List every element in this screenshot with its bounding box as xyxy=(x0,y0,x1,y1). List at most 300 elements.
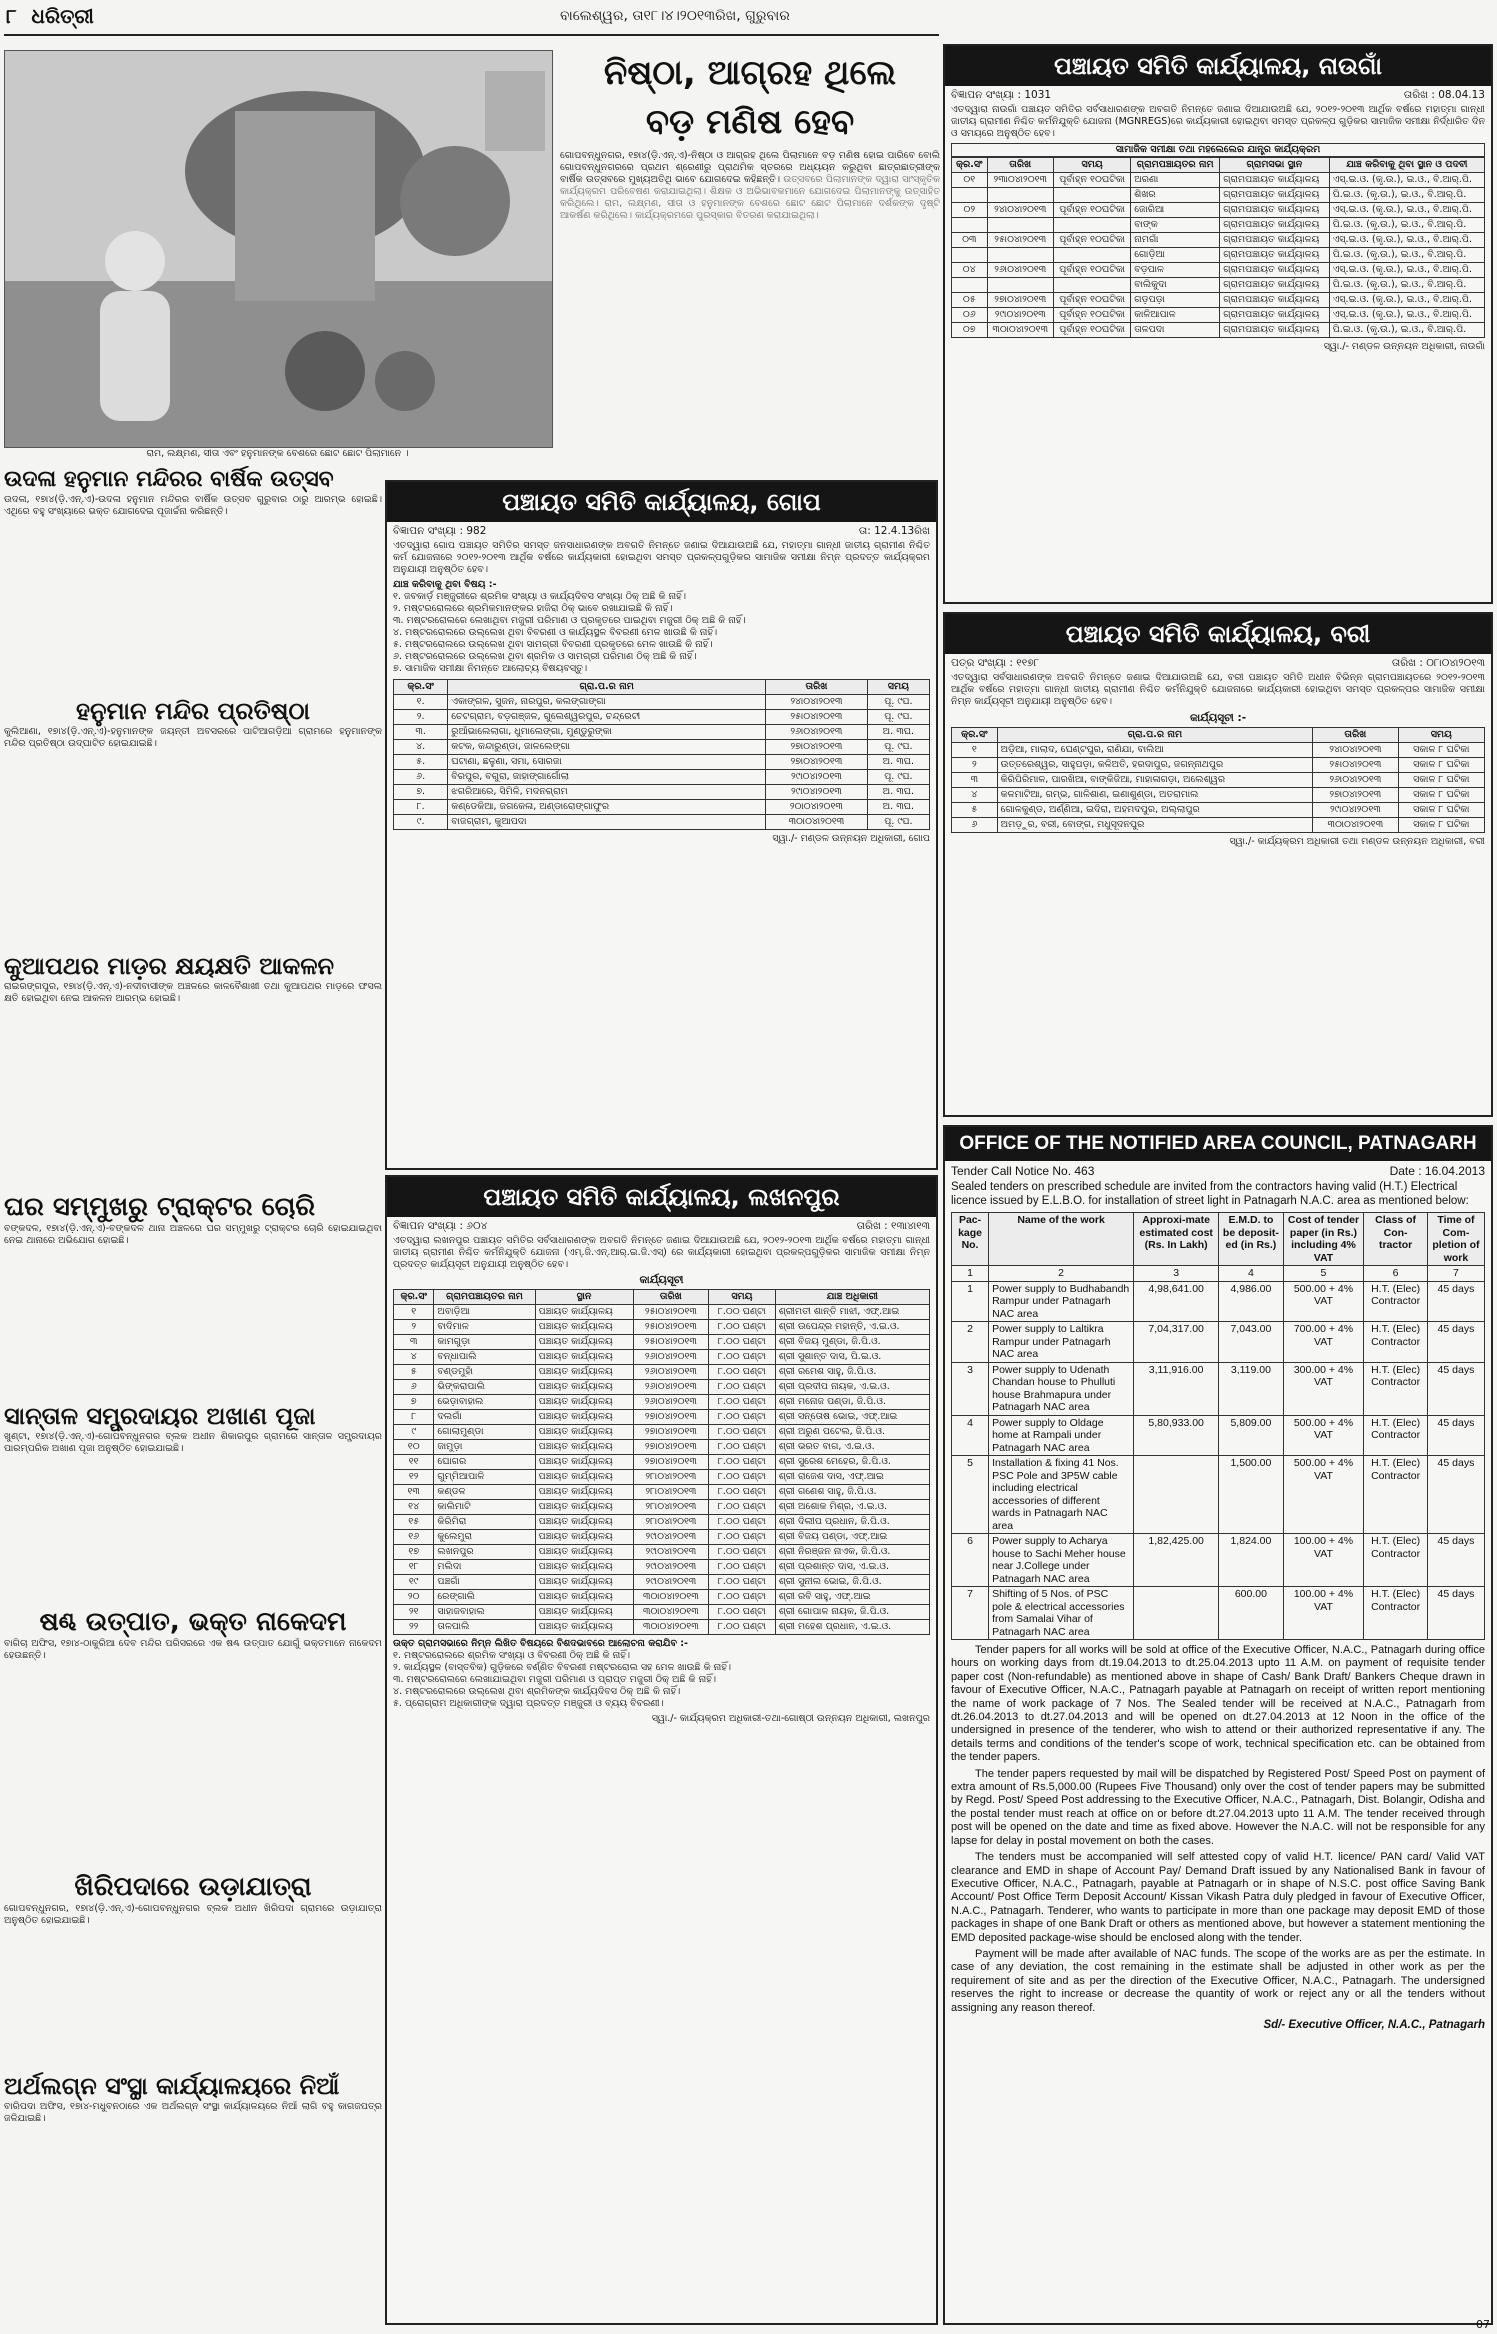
table-cell: ତାଳପଦା xyxy=(1131,323,1220,338)
statue-photo-illustration xyxy=(5,51,552,447)
table-row xyxy=(952,1534,1485,1587)
notice-title: ପଞ୍ଚାୟତ ସମିତି କାର୍ଯ୍ୟାଳୟ, ବରୀ xyxy=(945,614,1491,654)
table-cell: ୦୩ xyxy=(952,233,988,248)
lakhanpur-schedule-table xyxy=(393,1289,930,1635)
table-cell: ୬ xyxy=(394,1380,434,1395)
table-cell: ପୂ. ୯ଘ. xyxy=(867,695,929,710)
column-header: କ୍ର.ସଂ xyxy=(394,680,448,695)
story-headline: କୁଆପଥର ମାଡ଼ର କ୍ଷୟକ୍ଷତି ଆକଳନ xyxy=(4,952,335,980)
table-cell: ଶ୍ରୀ ଅରୁଣ ପଟେଲ, ଜି.ପି.ଓ. xyxy=(775,1425,929,1440)
table-cell: ୮.୦୦ ଘଣ୍ଟା xyxy=(709,1455,775,1470)
table-cell: ୮.୦୦ ଘଣ୍ଟା xyxy=(709,1350,775,1365)
story-body: ରାଇରଙ୍ଗପୁର, ୧୭ା୪(ଡ଼ି.ଏନ୍‌.ଏ)-ନଦୀବାସୀଙ୍କ ଅଞ୍ଚଳରେ କାଳବୈଶାଖୀ ତଥା କୁଆପଥର ମାଡ଼ରେ ଫସଲ କ୍ଷତି ହୋଇଥିବା ନେଇ ଆକଳନ ଆରମ୍ଭ ହୋଇଛି। xyxy=(4,981,382,1004)
tender-intro: Sealed tenders on prescribed schedule are invited from the contractors having valid (H.T.) Electrical licence issued by E.L.B.O. for installation of street light in Patnagarh N.A.C. area as mentioned below: xyxy=(951,1181,1469,1207)
table-cell: ୦୬ xyxy=(952,308,988,323)
table-cell: ଶ୍ରୀ ସୁଶାନ୍ତ ଦାସ, ପି.ଇ.ଓ. xyxy=(775,1350,929,1365)
story-headline: ସାନ୍ତାଳ ସମ୍ପ୍ରଦାୟର ଅଖାଣ ପୂଜା xyxy=(4,1402,316,1430)
table-cell: ପୂର୍ବାହ୍ନ ୧୦ଘଟିକା xyxy=(1053,293,1130,308)
table-cell: ଏକାଙ୍ଗଳ, ସୁଜନ, ନାରପୁର, କଲଙ୍ଗାଙ୍ଗା xyxy=(448,695,766,710)
table-cell: ପଞ୍ଚାୟତ କାର୍ଯ୍ୟାଳୟ xyxy=(535,1470,633,1485)
table-cell: ୨୭ା୦୪ା୨୦୧୩ xyxy=(633,1425,709,1440)
column-header: ତାରିଖ xyxy=(633,1290,709,1305)
table-cell: ୧୦ xyxy=(394,1440,434,1455)
table-cell: ସକାଳ ୮ ଘଟିକା xyxy=(1398,818,1484,833)
table-cell: ୨୭ା୦୪ା୨୦୧୩ xyxy=(766,740,868,755)
table-cell: ଶ୍ରୀମତୀ ଶାନ୍ତି ମାଝୀ, ଏଫ୍.ଆଇ xyxy=(775,1305,929,1320)
list-item: ୩. ମଷ୍ଟରରୋଲରେ ଲେଖାଯାଇଥିବା ମଜୁରୀ ପରିମାଣ ଓ ପ୍ରାପ୍ତ ମଜୁରୀ ଠିକ୍ ଅଛି କି ନାହିଁ। xyxy=(393,1674,717,1685)
list-item: ୧. ମଷ୍ଟରରୋଲରେ ଶ୍ରମିକ ସଂଖ୍ୟା ଓ ବିବରଣୀ ଠିକ୍ ଅଛି କି ନାହିଁ। xyxy=(393,1650,631,1661)
table-row xyxy=(952,323,1485,338)
table-cell: Power supply to Acharya house to Sachi Meher house near J.College under Patnagarh NAC area xyxy=(989,1534,1134,1587)
table-cell: ଶ୍ରୀ ରମେଶ ସାହୁ, ଜି.ପି.ଓ. xyxy=(775,1365,929,1380)
list-item: ୫. ପ୍ରୋଗ୍ରାମ ଅଧିକାରୀଙ୍କ ଦ୍ୱାରା ପ୍ରଦତ୍ତ ମଞ୍ଜୁରୀ ଓ ବ୍ୟୟ ବିବରଣୀ। xyxy=(393,1698,664,1709)
table-cell: ୩୦ା୦୪ା୨୦୧୩ xyxy=(1313,818,1398,833)
table-cell: ଶ୍ରୀ ସନ୍ତୋଷ ଭୋଇ, ଏଫ୍.ଆଇ xyxy=(775,1410,929,1425)
table-cell: ଗ୍ରାମପଞ୍ଚାୟତ କାର୍ଯ୍ୟାଳୟ xyxy=(1220,308,1329,323)
table-cell: ୮. xyxy=(394,800,448,815)
table-cell: ଗ୍ରାମପଞ୍ଚାୟତ କାର୍ଯ୍ୟାଳୟ xyxy=(1220,263,1329,278)
column-number: 5 xyxy=(1283,1266,1364,1282)
story-hailstorm xyxy=(4,951,382,1191)
table-row xyxy=(952,1281,1485,1322)
table-cell: Installation & fixing 41 Nos. PSC Pole and 3P5W cable including electrical accessories of different wards in Patnagarh NAC area xyxy=(989,1456,1134,1534)
table-cell: H.T. (Elec) Contractor xyxy=(1364,1534,1428,1587)
table-cell: H.T. (Elec) Contractor xyxy=(1364,1587,1428,1640)
table-row xyxy=(394,1590,930,1605)
notes-title: ଉକ୍ତ ଗ୍ରାମସଭାରେ ନିମ୍ନ ଲିଖିତ ବିଷୟରେ ବିଶଦଭାବରେ ଆଲୋଚନା କରାଯିବ :- xyxy=(393,1638,688,1649)
table-cell: ପୂର୍ବାହ୍ନ ୧୦ଘଟିକା xyxy=(1053,203,1130,218)
table-cell xyxy=(987,188,1053,203)
table-cell: ଶ୍ରୀ ଦିଲୀପ ପ୍ରଧାନ, ଜି.ପି.ଓ. xyxy=(775,1515,929,1530)
table-cell: ୨୫ା୦୪ା୨୦୧୩ xyxy=(987,233,1053,248)
table-cell: ୧୪ xyxy=(394,1500,434,1515)
table-cell: କଣ୍ଡଳ xyxy=(434,1485,535,1500)
table-cell: କଟକ, କନ୍ଦାରୁଣ୍ଡା, ଜାଳଲେଙ୍ଗା xyxy=(448,740,766,755)
masthead-rule xyxy=(4,34,939,36)
story-santal-puja xyxy=(4,1401,382,1606)
table-cell: ଭିଙ୍କରାପାଲି xyxy=(434,1380,535,1395)
lead-headline-line1: ନିଷ୍ଠା, ଆଗ୍ରହ ଥିଲେ xyxy=(603,53,897,93)
table-cell: ୨୫ା୦୪ା୨୦୧୩ xyxy=(766,710,868,725)
notice-meta xyxy=(951,89,1485,102)
table-cell: ୮.୦୦ ଘଣ୍ଟା xyxy=(709,1500,775,1515)
table-row xyxy=(394,1440,930,1455)
table-cell: ୨୯ା୦୪ା୨୦୧୩ xyxy=(633,1560,709,1575)
story-udala xyxy=(4,466,382,696)
table-cell xyxy=(987,248,1053,263)
table-row xyxy=(952,743,1485,758)
table-cell: ୨୭ା୦୪ା୨୦୧୩ xyxy=(633,1455,709,1470)
table-cell: ୫ xyxy=(952,803,998,818)
table-cell: ୬. xyxy=(394,770,448,785)
table-cell: ୨୬ା୦୪ା୨୦୧୩ xyxy=(633,1350,709,1365)
table-cell: 45 days xyxy=(1427,1322,1484,1363)
notice-meta xyxy=(393,525,930,538)
table-row xyxy=(952,788,1485,803)
table-row xyxy=(952,1415,1485,1456)
table-row xyxy=(394,785,930,800)
story-headline: ଅର୍ଥଲଗ୍ନ ସଂସ୍ଥା କାର୍ଯ୍ୟାଳୟରେ ନିଆଁ xyxy=(4,2072,340,2100)
table-cell: Power supply to Laltikra Rampur under Patnagarh NAC area xyxy=(989,1322,1134,1363)
table-cell: 1,500.00 xyxy=(1219,1456,1283,1534)
table-cell: ୪. xyxy=(394,740,448,755)
column-header: E.M.D. to be deposit-ed (in Rs.) xyxy=(1219,1213,1283,1266)
table-cell: ବାଲିକୁଦା xyxy=(1131,278,1220,293)
table-cell: ପଞ୍ଚାୟତ କାର୍ଯ୍ୟାଳୟ xyxy=(535,1605,633,1620)
table-cell: ଶ୍ରୀ ସୁରେଶ ମେହେର, ଜି.ପି.ଓ. xyxy=(775,1455,929,1470)
table-cell: ଗ୍ରାମପଞ୍ଚାୟତ କାର୍ଯ୍ୟାଳୟ xyxy=(1220,173,1329,188)
table-cell: ବଡ଼ପାଳ xyxy=(1131,263,1220,278)
list-item: ୧. ଜବକାର୍ଡ଼ ମଞ୍ଜୁରୀରେ ଶ୍ରମିକ ସଂଖ୍ୟା ଓ କାର୍ଯ୍ୟଦିବସ ସଂଖ୍ୟା ଠିକ୍ ଅଛି କି ନାହିଁ। xyxy=(393,591,686,602)
table-cell: ୨୬ା୦୪ା୨୦୧୩ xyxy=(633,1380,709,1395)
notice-signature: ସ୍ୱା./- କାର୍ଯ୍ୟକ୍ରମ ଅଧିକାରୀ ତଥା ମଣ୍ଡଳ ଉନ୍ନୟନ ଅଧିକାରୀ, ବରୀ xyxy=(1229,836,1485,847)
table-cell: ଗ୍ରାମପଞ୍ଚାୟତ କାର୍ଯ୍ୟାଳୟ xyxy=(1220,323,1329,338)
table-cell xyxy=(952,278,988,293)
notice-title: ପଞ୍ଚାୟତ ସମିତି କାର୍ଯ୍ୟାଳୟ, ନାଉଗାଁ xyxy=(945,46,1491,86)
tender-title: OFFICE OF THE NOTIFIED AREA COUNCIL, PATNAGARH xyxy=(945,1127,1491,1161)
story-body: ଉଦଳା, ୧୭ା୪(ଡ଼ି.ଏନ୍‌.ଏ)-ଉଦଳା ହନୁମାନ ମନ୍ଦିରର ବାର୍ଷିକ ଉତ୍ସବ ଗୁରୁବାର ଠାରୁ ଆରମ୍ଭ ହୋଇଛି। ଏଥିରେ ବହୁ ସଂଖ୍ୟାରେ ଭକ୍ତ ଯୋଗଦେଇ ପୂଜାର୍ଚ୍ଚନା କରିଛନ୍ତି। xyxy=(4,494,382,517)
table-cell: ପୂର୍ବାହ୍ନ ୧୦ଘଟିକା xyxy=(1053,263,1130,278)
ad-number: ପତ୍ର ସଂଖ୍ୟା : ୧୧୭୮ xyxy=(951,657,1040,669)
table-cell: ପଞ୍ଚାୟତ କାର୍ଯ୍ୟାଳୟ xyxy=(535,1590,633,1605)
table-cell: 45 days xyxy=(1427,1415,1484,1456)
notice-signature: ସ୍ୱା./- ମଣ୍ଡଳ ଉନ୍ନୟନ ଅଧିକାରୀ, ନାଉଗାଁ xyxy=(1323,341,1485,352)
lead-headline-line2: ବଡ଼ ମଣିଷ ହେବ xyxy=(645,102,855,142)
table-cell: ପଞ୍ଚାୟତ କାର୍ଯ୍ୟାଳୟ xyxy=(535,1350,633,1365)
table-cell: ପୂ. ୯ଘ. xyxy=(867,740,929,755)
table-cell: ୪ xyxy=(394,1350,434,1365)
table-cell: କଳମାଟିଆ, ଗମ୍ଭ, ଗାଳିଶାଣ, ଇଣାଶୁଣ୍ଡା, ଅତରାମାଲ xyxy=(997,788,1313,803)
table-row xyxy=(952,173,1485,188)
table-cell: ଗ୍ରାମପଞ୍ଚାୟତ କାର୍ଯ୍ୟାଳୟ xyxy=(1220,188,1329,203)
table-row xyxy=(394,1500,930,1515)
column-number: 6 xyxy=(1364,1266,1428,1282)
table-cell: ସକାଳ ୮ ଘଟିକା xyxy=(1398,773,1484,788)
table-cell: ରେଙ୍ଗାଲି xyxy=(434,1590,535,1605)
table-cell: ପଞ୍ଚାୟତ କାର୍ଯ୍ୟାଳୟ xyxy=(535,1425,633,1440)
left-news-column xyxy=(4,466,382,2324)
table-cell: 100.00 + 4% VAT xyxy=(1283,1534,1364,1587)
table-cell: ବାଦିମାଳ xyxy=(434,1320,535,1335)
lead-photo xyxy=(4,50,553,448)
table-cell: 1,824.00 xyxy=(1219,1534,1283,1587)
notice-gop xyxy=(385,480,938,1170)
table-cell xyxy=(952,218,988,233)
tender-paragraph: The tenders must be accompanied will self attested copy of valid H.T. licence/ PAN card/ Valid VAT clearance and EMD in shape of Account Pay/ Demand Draft issued by any Nationalised Bank in favour of Executive Officer, N.A.C., Patnagarh, payable at Patnagarh or in shape of N.S.C. post office Saving Bank Account/ Post Office Term Deposit Account/ Kissan Vikash Patra duly pledged in favour of Executive Officer, N.A.C., Patnagarh. Tenderer, who wants to participate in more than one package may deposit EMD of those packages in shape of one Bank Draft or others as mentioned above, but however a statement mentioning the EMD deposited package-wise should be enclosed along with the tender. xyxy=(951,1851,1485,1944)
table-cell: ଗଡ଼ପଡ଼ା xyxy=(1131,293,1220,308)
table-cell: ୫ xyxy=(394,1365,434,1380)
table-cell: ଅ. ୩ଘ. xyxy=(867,725,929,740)
list-item: ୩. ମଷ୍ଟରରୋଲରେ ଲେଖାଥିବା ମଜୁରୀ ପରିମାଣ ଓ ପ୍ରକୃତରେ ପାଇଥିବା ମଜୁରୀ ଠିକ୍ ଅଛି କି ନାହିଁ। xyxy=(393,615,746,626)
table-row xyxy=(952,818,1485,833)
table-cell: ଶ୍ରୀ ରାଜେଶ ଦାସ, ଏଫ୍.ଆଇ xyxy=(775,1470,929,1485)
table-cell: 300.00 + 4% VAT xyxy=(1283,1362,1364,1415)
table-cell: ୨୭ା୦୪ା୨୦୧୩ xyxy=(633,1440,709,1455)
notice-intro: ଏତଦ୍ୱାରା ଲଖନପୁର ପଞ୍ଚାୟତ ସମିତିର ସର୍ବସାଧାରଣଙ୍କ ଅବଗତି ନିମନ୍ତେ ଜଣାଇ ଦିଆଯାଉଅଛି ଯେ, ୨୦୧୨-୨୦୧୩ ଆର୍ଥିକ ବର୍ଷରେ ମହାତ୍ମା ଗାନ୍ଧୀ ଜାତୀୟ ଗ୍ରାମୀଣ ନିଶ୍ଚିତ କର୍ମନିଯୁକ୍ତି ଯୋଜନା (ଏମ୍.ଜି.ଏନ୍.ଆର୍.ଇ.ଜି.ଏସ୍) ରେ କାର୍ଯ୍ୟକାରୀ ହୋଇଥିବା ପ୍ରକଳ୍ପଗୁଡ଼ିକର ସାମାଜିକ ସମୀକ୍ଷା ନିମ୍ନ ପ୍ରଦତ୍ତ କାର୍ଯ୍ୟସୂଚୀ ଅନୁଯାୟୀ ଅନୁଷ୍ଠିତ ହେବ। xyxy=(393,1235,930,1270)
list-item: ୨. ମଷ୍ଟରରୋଲରେ ଶ୍ରମିକମାନଙ୍କର ହାଜିରା ଠିକ୍ ଭାବେ ରଖାଯାଇଛି କି ନାହିଁ। xyxy=(393,603,673,614)
table-cell: ୧୩ xyxy=(394,1485,434,1500)
table-cell: ଶ୍ରୀ ଗଣେଶ ସାହୁ, ଜି.ପି.ଓ. xyxy=(775,1485,929,1500)
table-row xyxy=(394,1380,930,1395)
table-cell: 7,04,317.00 xyxy=(1134,1322,1219,1363)
table-title: ସାମାଜିକ ସମୀକ୍ଷା ତଥା ମହଲେଲେର ଯାନ୍ତ୍ର କାର୍ଯ୍ୟକ୍ରମ xyxy=(951,143,1485,157)
table-cell: 1,82,425.00 xyxy=(1134,1534,1219,1587)
table-cell: ଏସ୍.ଇ.ଓ. (କୃ.ଉ.), ଇ.ଓ., ବି.ଆର୍.ପି. xyxy=(1329,203,1484,218)
table-cell: ବନ୍ଧାପାଲି xyxy=(434,1350,535,1365)
table-cell: ୮.୦୦ ଘଣ୍ଟା xyxy=(709,1485,775,1500)
table-cell: ୯ xyxy=(394,1425,434,1440)
table-cell: କଣ୍ଡେକିଆ, ଜଗକେଳା, ଅଣ୍ଡାରୋଙ୍ଗାଫୁର xyxy=(448,800,766,815)
table-cell: ୧ xyxy=(952,743,998,758)
notice-meta xyxy=(393,1220,930,1233)
dateline: ବାଲେଶ୍ୱର, ତା୧୮।୪।୨୦୧୩ରିଖ, ଗୁରୁବାର xyxy=(560,8,790,24)
table-cell: ଗୋଡ଼ିଆ xyxy=(1131,248,1220,263)
story-headline: ଘର ସମ୍ମୁଖରୁ ଟ୍ରାକ୍ଟର ଚୋରି xyxy=(4,1192,316,1222)
table-cell: ଏସ୍.ଇ.ଓ. (କୃ.ଉ.), ଇ.ଓ., ବି.ଆର୍.ପି. xyxy=(1329,173,1484,188)
table-cell: ୨୬ା୦୪ା୨୦୧୩ xyxy=(633,1365,709,1380)
column-header: ତାରିଖ xyxy=(987,158,1053,173)
table-cell: ୮.୦୦ ଘଣ୍ଟା xyxy=(709,1620,775,1635)
table-cell: ୨୭ା୦୪ା୨୦୧୩ xyxy=(766,755,868,770)
table-cell: ମଲିଦା xyxy=(434,1560,535,1575)
table-cell: ଗୋଲାମୁଣ୍ଡା xyxy=(434,1425,535,1440)
table-row xyxy=(394,1395,930,1410)
table-row xyxy=(394,710,930,725)
table-cell: ଅମଡ଼ୁର, ବରୀ, ବୋଙ୍ଗ, ମଧୁସୂଦନପୁର xyxy=(997,818,1313,833)
table-cell: 3,11,916.00 xyxy=(1134,1362,1219,1415)
table-cell: ୯. xyxy=(394,815,448,830)
table-cell: ପଞ୍ଚାୟତ କାର୍ଯ୍ୟାଳୟ xyxy=(535,1500,633,1515)
story-body: ଖୁଣ୍ଟା, ୧୭ା୪(ଡ଼ି.ଏନ୍‌.ଏ)-ଗୋପବନ୍ଧୁନଗର ବ୍ଲକ ଅଧୀନ ଶିକାରପୁର ଗ୍ରାମରେ ସାନ୍ତାଳ ସମ୍ପ୍ରଦାୟର ପାରମ୍ପରିକ ଅଖାଣ ପୂଜା ଅନୁଷ୍ଠିତ ହୋଇଯାଇଛି। xyxy=(4,1431,382,1454)
column-header: Pac-kage No. xyxy=(952,1213,989,1266)
table-row xyxy=(394,1410,930,1425)
table-cell: ଶ୍ରୀ ଗୋପାଳ ନାୟକ, ଜି.ପି.ଓ. xyxy=(775,1605,929,1620)
table-row xyxy=(952,233,1485,248)
table-cell: ୮.୦୦ ଘଣ୍ଟା xyxy=(709,1335,775,1350)
table-cell: 5,80,933.00 xyxy=(1134,1415,1219,1456)
table-cell: ପଞ୍ଚାୟତ କାର୍ଯ୍ୟାଳୟ xyxy=(535,1455,633,1470)
column-header: ଗ୍ରାମପଞ୍ଚାୟତର ନାମ xyxy=(1131,158,1220,173)
table-cell: ଏସ୍.ଇ.ଓ. (କୃ.ଉ.), ଇ.ଓ., ବି.ଆର୍.ପି. xyxy=(1329,233,1484,248)
story-bull-menace xyxy=(4,1606,382,1871)
table-cell: 100.00 + 4% VAT xyxy=(1283,1587,1364,1640)
table-cell: ୮.୦୦ ଘଣ୍ଟା xyxy=(709,1425,775,1440)
table-cell: ୦୭ xyxy=(952,323,988,338)
column-header: ସମୟ xyxy=(1053,158,1130,173)
table-row xyxy=(952,758,1485,773)
column-header: ସ୍ଥାନ xyxy=(535,1290,633,1305)
table-cell xyxy=(987,218,1053,233)
table-cell: ପୂ. ୯ଘ. xyxy=(867,710,929,725)
table-cell: 7,043.00 xyxy=(1219,1322,1283,1363)
table-cell: ବାଜଗ୍ରାମ, କୁଆପଦା xyxy=(448,815,766,830)
table-cell: ଘଟାଣା, ଛଳୁଣା, ସମା, ସୋରଜା xyxy=(448,755,766,770)
column-header: Cost of tender paper (in Rs.) including 4% VAT xyxy=(1283,1213,1364,1266)
table-cell xyxy=(952,248,988,263)
notes-list xyxy=(393,1650,930,1710)
tender-number: Tender Call Notice No. 463 xyxy=(951,1164,1095,1178)
table-row xyxy=(952,773,1485,788)
table-cell: ୨୭ା୦୪ା୨୦୧୩ xyxy=(633,1410,709,1425)
table-cell: ୧୯ xyxy=(394,1575,434,1590)
table-row xyxy=(952,293,1485,308)
page-number: ୮ xyxy=(6,4,17,28)
column-header: ଗ୍ରାମପଞ୍ଚାୟତର ନାମ xyxy=(434,1290,535,1305)
table-cell xyxy=(1134,1587,1219,1640)
table-row xyxy=(394,1620,930,1635)
list-item: ୪. ମଷ୍ଟରରୋଲରେ ଉଲ୍ଲେଖ ଥିବା ବିବରଣୀ ଓ କାର୍ଯ୍ୟସ୍ଥଳ ବିବରଣୀ ମେଳ ଖାଉଛି କି ନାହିଁ। xyxy=(393,627,718,638)
notice-signature: ସ୍ୱା./- କାର୍ଯ୍ୟକ୍ରମ ଅଧିକାରୀ-ତଥା-ଗୋଷ୍ଠୀ ଉନ୍ନୟନ ଅଧିକାରୀ, ଲଖନପୁର xyxy=(651,1713,930,1724)
table-cell: ୩. xyxy=(394,725,448,740)
notice-date: ତାରିଖ : ୧୩ା୪ା୧୩ xyxy=(856,1220,930,1232)
table-cell: ୨୯ା୦୪ା୨୦୧୩ xyxy=(766,770,868,785)
table-cell: ୩ xyxy=(394,1335,434,1350)
table-cell: 4,98,641.00 xyxy=(1134,1281,1219,1322)
table-cell: ପଞ୍ଚଗାଁ xyxy=(434,1575,535,1590)
table-cell: ପଞ୍ଚାୟତ କାର୍ଯ୍ୟାଳୟ xyxy=(535,1545,633,1560)
table-cell: ପୂର୍ବାହ୍ନ ୧୦ଘଟିକା xyxy=(1053,233,1130,248)
table-cell: ୮ xyxy=(394,1410,434,1425)
table-cell: ଘୋଗର xyxy=(434,1455,535,1470)
table-cell: ୮.୦୦ ଘଣ୍ଟା xyxy=(709,1440,775,1455)
table-cell: ଗୁମ୍ମିଆପାଳି xyxy=(434,1470,535,1485)
table-cell: ୨୫ା୦୪ା୨୦୧୩ xyxy=(633,1305,709,1320)
list-item: ୪. ମଷ୍ଟରରୋଲରେ ଉଲ୍ଲେଖ ଥିବା ଶ୍ରମିକଙ୍କ କାର୍ଯ୍ୟଦିବସ ଠିକ୍ ଅଛି କି ନାହିଁ। xyxy=(393,1686,681,1697)
table-cell: H.T. (Elec) Contractor xyxy=(1364,1456,1428,1534)
column-number: 4 xyxy=(1219,1266,1283,1282)
table-cell: H.T. (Elec) Contractor xyxy=(1364,1281,1428,1322)
table-row xyxy=(952,1362,1485,1415)
table-cell: ଏସ୍.ଇ.ଓ. (କୃ.ଉ.), ଇ.ଓ., ବି.ଆର୍.ପି. xyxy=(1329,263,1484,278)
table-cell: 500.00 + 4% VAT xyxy=(1283,1281,1364,1322)
table-row xyxy=(952,1322,1485,1363)
table-cell: ୨୦ xyxy=(394,1590,434,1605)
table-row xyxy=(394,1455,930,1470)
table-cell: ବଣ୍ଡମୁହାଁ xyxy=(434,1365,535,1380)
column-number: 1 xyxy=(952,1266,989,1282)
table-cell: ୪ xyxy=(952,788,998,803)
nuagaon-schedule-table xyxy=(951,157,1485,338)
table-cell: ୮.୦୦ ଘଣ୍ଟା xyxy=(709,1365,775,1380)
masthead-left xyxy=(6,4,306,34)
table-cell: 700.00 + 4% VAT xyxy=(1283,1322,1364,1363)
table-cell: ୨୮ା୦୪ା୨୦୧୩ xyxy=(633,1470,709,1485)
table-cell: 500.00 + 4% VAT xyxy=(1283,1456,1364,1534)
table-title: କାର୍ଯ୍ୟସୂଚୀ :- xyxy=(1189,712,1247,724)
table-cell: ୮.୦୦ ଘଣ୍ଟା xyxy=(709,1575,775,1590)
story-finance-fire xyxy=(4,2071,382,2311)
table-cell: ଗ୍ରାମପଞ୍ଚାୟତ କାର୍ଯ୍ୟାଳୟ xyxy=(1220,203,1329,218)
table-cell xyxy=(1053,278,1130,293)
column-header: Time of Com-pletion of work xyxy=(1427,1213,1484,1266)
table-cell: ୮.୦୦ ଘଣ୍ଟା xyxy=(709,1530,775,1545)
table-row xyxy=(394,1545,930,1560)
table-cell: ଭେଡ଼ାବାହାଲ xyxy=(434,1395,535,1410)
table-row xyxy=(394,725,930,740)
checklist xyxy=(393,591,930,675)
table-cell: 5,809.00 xyxy=(1219,1415,1283,1456)
column-header: ସମୟ xyxy=(867,680,929,695)
lead-story-body xyxy=(560,150,940,464)
column-number: 7 xyxy=(1427,1266,1484,1282)
table-row xyxy=(394,770,930,785)
table-cell: ୨୫ା୦୪ା୨୦୧୩ xyxy=(633,1335,709,1350)
column-header: ଯାଞ୍ଚ କରିବାକୁ ଥିବା ସ୍ଥାନ ଓ ପଦବୀ xyxy=(1329,158,1484,173)
table-cell: ୧. xyxy=(394,695,448,710)
tender-paragraph: The tender papers requested by mail will be dispatched by Registered Post/ Speed Post on payment of extra amount of Rs.5,000.00 (Rupees Five Thousand) only over the cost of tender papers may be submitted by Regd. Post/ Speed Post addressing to the Executive Officer, N.A.C., Patnagarh, Dist. Bolangir, Odisha and the postal tender must reach at office on or before dt.27.04.2013 upto 11 A.M. The tender received through post will be opened on the date and time as fixed above. However the N.A.C. will not be responsible for any lapse for delay in postal movement on both the cases. xyxy=(951,1767,1485,1847)
column-header: କ୍ର.ସଂ xyxy=(952,728,998,743)
table-cell: ଅଡ଼ିଆ, ମାଲାଦ, ଘେଣ୍ଟପୁର, ରାଣିଯା, ବାଲିଆ xyxy=(997,743,1313,758)
column-header: Class of Con-tractor xyxy=(1364,1213,1428,1266)
table-row xyxy=(394,755,930,770)
notice-title: ପଞ୍ଚାୟତ ସମିତି କାର୍ଯ୍ୟାଳୟ, ଲଖନପୁର xyxy=(387,1177,936,1217)
table-cell: ତାଳପାଲି xyxy=(434,1620,535,1635)
table-row xyxy=(394,1515,930,1530)
table-cell: ପଞ୍ଚାୟତ କାର୍ଯ୍ୟାଳୟ xyxy=(535,1620,633,1635)
table-cell: ୮.୦୦ ଘଣ୍ଟା xyxy=(709,1515,775,1530)
table-cell: 2 xyxy=(952,1322,989,1363)
table-cell: ୩୦ା୦୪ା୨୦୧୩ xyxy=(766,815,868,830)
notice-date: ତା: 12.4.13ରିଖ xyxy=(858,525,930,537)
table-cell: ୨୬ା୦୪ା୨୦୧୩ xyxy=(633,1395,709,1410)
table-cell: 45 days xyxy=(1427,1534,1484,1587)
column-header: କ୍ର.ସଂ xyxy=(394,1290,434,1305)
table-cell: ୨୮ା୦୪ା୨୦୧୩ xyxy=(633,1485,709,1500)
table-cell: ୨୯ା୦୪ା୨୦୧୩ xyxy=(633,1575,709,1590)
photo-caption: ରାମ, ଲକ୍ଷ୍ମଣ, ସୀତା ଏବଂ ହନୁମାନଙ୍କ ବେଶରେ ଛୋଟ ଛୋଟ ପିଲାମାନେ । xyxy=(146,448,409,459)
table-cell: ୨୯ା୦୪ା୨୦୧୩ xyxy=(633,1545,709,1560)
table-cell: ୩୦ା୦୪ା୨୦୧୩ xyxy=(633,1605,709,1620)
list-item: ୫. ମଷ୍ଟରରୋଲରେ ଉଲ୍ଲେଖ ଥିବା ସାମଗ୍ରୀ ବିବରଣୀ ପ୍ରକୃତରେ ମେଳ ଖାଉଛି କି ନାହିଁ। xyxy=(393,639,713,650)
table-cell: ୮.୦୦ ଘଣ୍ଟା xyxy=(709,1545,775,1560)
list-item: ୬. ମଷ୍ଟରରୋଲରେ ଉଲ୍ଲେଖ ଥିବା ଶ୍ରମିକ ଓ ସାମଗ୍ରୀ ପରିମାଣ ଠିକ୍ ଅଛି କି ନାହିଁ। xyxy=(393,651,697,662)
lead-story-text: ଗୋପବନ୍ଧୁନଗର, ୧୭ା୪(ଡ଼ି.ଏନ୍‌.ଏ)-ନିଷ୍ଠା ଓ ଆଗ୍ରହ ଥିଲେ ପିଲାମାନେ ବଡ଼ ମଣିଷ ହୋଇ ପାରିବେ ବୋଲି ଗୋପବନ୍ଧୁନଗରରେ ପ୍ରଥମ ଶ୍ରେଣୀରୁ ପ୍ରାଥମିକ ସ୍ତରରେ ଅଧ୍ୟୟନ କରୁଥିବା ଛାତ୍ରଛାତ୍ରୀଙ୍କ ବାର୍ଷିକ ଉତ୍ସବରେ ମୁଖ୍ୟଅତିଥି ଭାବେ ଯୋଗଦେଇ କହିଛନ୍ତି। xyxy=(560,150,940,185)
table-cell: 6 xyxy=(952,1534,989,1587)
table-cell: ଶିଖର xyxy=(1131,188,1220,203)
table-cell: 45 days xyxy=(1427,1456,1484,1534)
table-cell: ୨୭ା୦୪ା୨୦୧୩ xyxy=(987,293,1053,308)
table-cell: ଅ. ୩ଘ. xyxy=(867,800,929,815)
table-row xyxy=(952,308,1485,323)
table-cell: ପଞ୍ଚାୟତ କାର୍ଯ୍ୟାଳୟ xyxy=(535,1575,633,1590)
table-cell: ୮.୦୦ ଘଣ୍ଟା xyxy=(709,1410,775,1425)
table-cell: ୨୫ା୦୪ା୨୦୧୩ xyxy=(633,1320,709,1335)
table-cell: ବିରପୁର, ବଗୁରା, ଜାହାଙ୍ଗାର୍ଗୋଲା xyxy=(448,770,766,785)
column-header: ଯାଞ୍ଚ ଅଧିକାରୀ xyxy=(775,1290,929,1305)
story-khiripada xyxy=(4,1871,382,2071)
table-cell: ୨୬ା୦୪ା୨୦୧୩ xyxy=(987,263,1053,278)
column-header: ତାରିଖ xyxy=(1313,728,1398,743)
table-cell: 3,119.00 xyxy=(1219,1362,1283,1415)
table-row xyxy=(952,1456,1485,1534)
table-cell: ପଞ୍ଚାୟତ କାର୍ଯ୍ୟାଳୟ xyxy=(535,1440,633,1455)
table-cell: ୮.୦୦ ଘଣ୍ଟା xyxy=(709,1470,775,1485)
bari-schedule-table xyxy=(951,727,1485,833)
table-row xyxy=(952,1587,1485,1640)
table-cell: ୨୮ା୦୪ା୨୦୧୩ xyxy=(633,1500,709,1515)
table-cell: 5 xyxy=(952,1456,989,1534)
story-body: ବାଗିଚା ଅଫିସ, ୧୭ା୪-ଠାକୁରିଆ ଦେବ ମନ୍ଦିର ପରିସରରେ ଏକ ଷଣ୍ଢ ଉତ୍ପାତ ଯୋଗୁଁ ଭକ୍ତମାନେ ନାକେଦମ ହେଉଛନ୍ତି। xyxy=(4,1638,382,1661)
story-tractor-theft xyxy=(4,1191,382,1401)
table-cell: ପଞ୍ଚାୟତ କାର୍ଯ୍ୟାଳୟ xyxy=(535,1380,633,1395)
table-cell: H.T. (Elec) Contractor xyxy=(1364,1322,1428,1363)
table-cell: ଉତ୍ତରେଶ୍ୱର, ସାହୁପଡ଼ା, କଳିଅତି, ହରଦାପୁର, ଜଗନ୍ନାଥପୁର xyxy=(997,758,1313,773)
table-cell: ୦୫ xyxy=(952,293,988,308)
table-cell: 600.00 xyxy=(1219,1587,1283,1640)
table-cell: କୁଲେମୁରା xyxy=(434,1530,535,1545)
table-cell: ୩୦ା୦୪ା୨୦୧୩ xyxy=(633,1590,709,1605)
table-title: କାର୍ଯ୍ୟସୂଚୀ xyxy=(639,1274,684,1286)
